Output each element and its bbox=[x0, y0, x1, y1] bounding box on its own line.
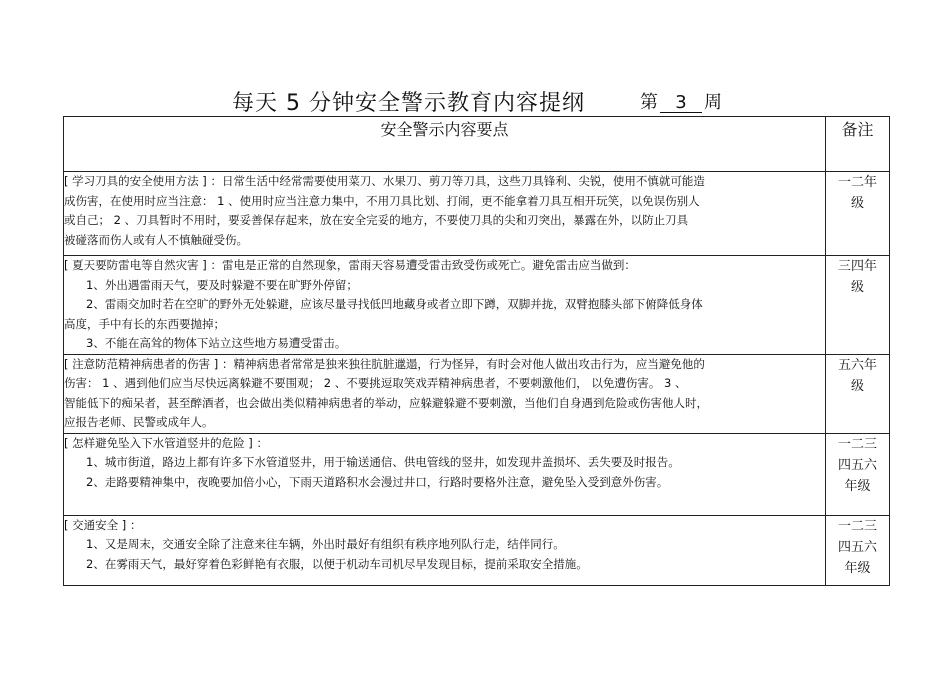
table-row bbox=[64, 354, 890, 433]
grade-cell bbox=[826, 256, 890, 355]
grade-line: 年级 bbox=[844, 560, 871, 576]
content-line: [ 交通安全 ] ： bbox=[64, 517, 142, 532]
grade-cell bbox=[826, 172, 890, 256]
table-header-row bbox=[64, 117, 890, 172]
content-line: 3、不能在高耸的物体下站立这些地方易遭受雷击。 bbox=[86, 336, 347, 350]
grade-line: 级 bbox=[850, 196, 864, 211]
page-title: 每天 5 分钟安全警示教育内容提纲 bbox=[232, 91, 585, 116]
content-line: [ 夏天要防雷电等自然灾害 ] ：雷电是正常的自然现象，雷雨天容易遭受雷击致受伤或死亡。避免雷击应当做到： bbox=[64, 258, 636, 272]
week-prefix: 第 bbox=[640, 92, 658, 113]
content-line: 1、外出遇雷雨天气，要及时躲避不要在旷野外停留； bbox=[86, 277, 358, 292]
week-suffix: 周 bbox=[704, 92, 722, 113]
content-cell bbox=[64, 354, 826, 433]
content-line: 2、走路要精神集中，夜晚要加倍小心，下雨天道路积水会漫过井口，行路时要格外注意，避免坠入受到意外伤害。 bbox=[86, 474, 669, 489]
content-line: 2、雷雨交加时若在空旷的野外无处躲避，应该尽量寻找低凹地藏身或者立即下蹲，双脚并拢，双臂抱膝头部下俯降低身体 bbox=[86, 297, 703, 311]
column-header-content: 安全警示内容要点 bbox=[64, 117, 826, 172]
week-label bbox=[640, 88, 722, 114]
week-number: 3 bbox=[660, 94, 702, 113]
grade-line: 三四年 bbox=[837, 259, 877, 274]
table-row bbox=[64, 433, 890, 515]
table-row bbox=[64, 515, 890, 585]
content-line: 应报告老师、民警或成年人。 bbox=[64, 415, 214, 429]
table-row bbox=[64, 172, 890, 256]
table-row bbox=[64, 256, 890, 355]
content-line: 2、在雾雨天气，最好穿着色彩鲜艳有衣服，以便于机动车司机尽早发现目标，提前采取安全措施。 bbox=[86, 556, 588, 571]
grade-cell bbox=[826, 354, 890, 433]
column-header-grade: 备注 bbox=[826, 117, 890, 172]
grade-cell bbox=[826, 515, 890, 585]
grade-line: 级 bbox=[850, 280, 864, 295]
grade-line: 五六年 bbox=[837, 357, 877, 373]
grade-line: 年级 bbox=[844, 478, 871, 494]
grade-line: 一二三 bbox=[837, 436, 877, 452]
content-line: [ 注意防范精神病患者的伤害 ] ：精神病患者常常是独来独往肮脏邋遢，行为怪异，有时会对他人做出攻击行为，应当避免他的 bbox=[64, 356, 705, 371]
content-line: 伤害： 1 、遇到他们应当尽快远离躲避不要围观； 2 、不要挑逗取笑戏弄精神病患者，不要刺激他们， 以免遭伤害。 3 、 bbox=[64, 376, 687, 390]
content-line: 成伤害，在使用时应当注意： 1 、使用时应当注意力集中，不用刀具比划、打闹，更不能拿着刀具互相开玩笑，以免误伤别人 bbox=[64, 193, 700, 208]
grade-cell bbox=[826, 433, 890, 515]
content-cell bbox=[64, 515, 826, 585]
content-cell bbox=[64, 433, 826, 515]
content-line: 智能低下的痴呆者，甚至醉酒者，也会做出类似精神病患者的举动，应躲避躲避不要刺激，当他们自身遇到危险或伤害他人时， bbox=[64, 395, 708, 410]
content-line: 或自己； 2 、刀具暂时不用时，要妥善保存起来，放在安全完妥的地方，不要使刀具的尖和刃突出，暴露在外，以防止刀具 bbox=[64, 213, 689, 227]
content-line: 1、又是周末，交通安全除了注意来往车辆，外出时最好有组织有秩序地列队行走，结伴同行。 bbox=[86, 537, 565, 551]
grade-line: 四五六 bbox=[837, 457, 877, 473]
content-line: [ 怎样避免坠入下水管道竖井的危险 ] ： bbox=[64, 435, 268, 450]
content-cell bbox=[64, 172, 826, 256]
content-line: 1、城市街道，路边上都有许多下水管道竖井，用于输送通信、供电管线的竖井，如发现井盖损坏、丢失要及时报告。 bbox=[86, 455, 680, 469]
content-cell bbox=[64, 256, 826, 355]
content-line: 高度，手中有长的东西要抛掉； bbox=[64, 316, 225, 331]
grade-line: 级 bbox=[850, 378, 864, 394]
grade-line: 四五六 bbox=[837, 539, 877, 555]
content-line: 被碰落而伤人或有人不慎触碰受伤。 bbox=[64, 232, 248, 247]
grade-line: 一二三 bbox=[837, 518, 877, 534]
outline-table bbox=[63, 116, 890, 586]
title-row bbox=[0, 86, 950, 116]
content-line: [ 学习刀具的安全使用方法 ] ：日常生活中经常需要使用菜刀、水果刀、剪刀等刀具，这些刀具锋利、尖锐，使用不慎就可能造 bbox=[64, 174, 705, 188]
grade-line: 一二年 bbox=[837, 175, 877, 190]
